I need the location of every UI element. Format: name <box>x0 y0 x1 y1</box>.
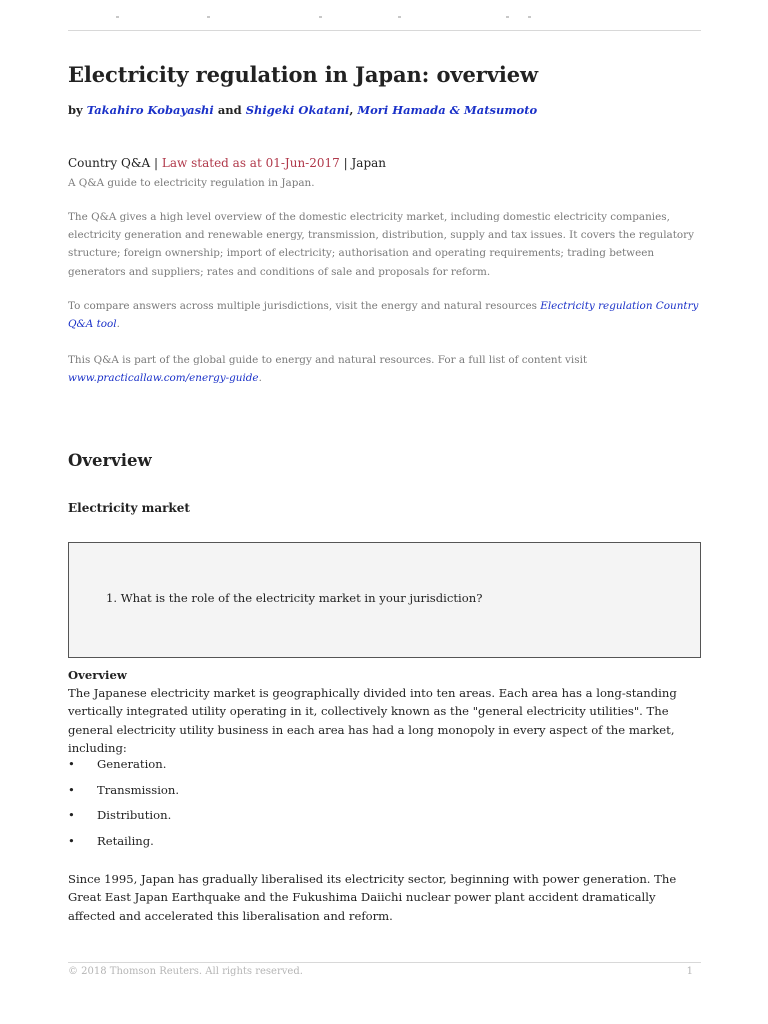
energy-guide-link[interactable]: www.practicallaw.com/energy-guide <box>68 372 259 385</box>
law-stated-date: Law stated as at 01-Jun-2017 <box>161 156 340 170</box>
resource-type: Country Q&A <box>68 156 151 170</box>
author-link-kobayashi[interactable]: Takahiro Kobayashi <box>86 103 214 117</box>
answer-paragraph-2: Since 1995, Japan has gradually liberalised its electricity sector, beginning with power generation. The Great East Japan Earthquake and the Fukushima Daiichi nuclear power plant accident dramatically affected and accelerated this liberalisation and reform. <box>68 872 677 923</box>
author-link-okatani[interactable]: Shigeki Okatani <box>245 103 350 117</box>
list-item: • Generation. <box>68 757 167 771</box>
section-heading: Overview <box>68 451 152 470</box>
header-residue <box>68 14 701 20</box>
document-meta: Country Q&A | Law stated as at 01-Jun-2017 | Japan <box>68 156 387 170</box>
byline: by Takahiro Kobayashi and Shigeki Okatani, Mori Hamada & Matsumoto <box>68 103 538 117</box>
list-item: • Transmission. <box>68 782 180 797</box>
jurisdiction: Japan <box>351 156 387 170</box>
intro-summary: A Q&A guide to electricity regulation in Japan. <box>68 177 315 189</box>
question-box <box>68 542 701 658</box>
document-title: Electricity regulation in Japan: overview <box>68 62 538 87</box>
intro-overview: The Q&A gives a high level overview of the domestic electricity market, including domestic electricity companies, electricity generation and renewable energy, transmission, distribution, supply and tax issues. It covers the regulatory structure; foreign ownership; import of electricity; authorisation and operating requirements; trading between generators and suppliers; rates and conditions of sale and proposals for reform. <box>68 211 695 278</box>
intro-guide: This Q&A is part of the global guide to energy and natural resources. For a full list of content visit www.practicallaw.com/energy-guide. <box>68 354 588 385</box>
footer-divider <box>68 962 701 963</box>
intro-compare: To compare answers across multiple jurisdictions, visit the energy and natural resources Electricity regulation Country Q&A tool. <box>68 300 699 331</box>
document-page <box>68 0 701 1024</box>
answer-label: Overview <box>68 668 127 682</box>
market-aspects-list <box>68 755 701 857</box>
firm-link[interactable]: Mori Hamada & Matsumoto <box>357 103 538 117</box>
answer-paragraph-1: The Japanese electricity market is geographically divided into ten areas. Each area has a long-standing vertically integrated utility operating in it, collectively known as the "general electricity utilities". The general electricity utility business in each area has had a long monopoly in every aspect of the market, including: <box>68 686 677 755</box>
header-divider <box>68 30 701 31</box>
section-subheading: Electricity market <box>68 501 190 515</box>
copyright-notice: © 2018 Thomson Reuters. All rights reserved. <box>68 966 303 977</box>
list-item: • Distribution. <box>68 808 172 822</box>
country-qa-tool-link[interactable]: Electricity regulation Country Q&A tool <box>68 300 699 331</box>
question-text: 1. What is the role of the electricity market in your jurisdiction? <box>106 591 483 605</box>
page-number: 1 <box>686 966 693 977</box>
list-item: • Retailing. <box>68 833 154 848</box>
